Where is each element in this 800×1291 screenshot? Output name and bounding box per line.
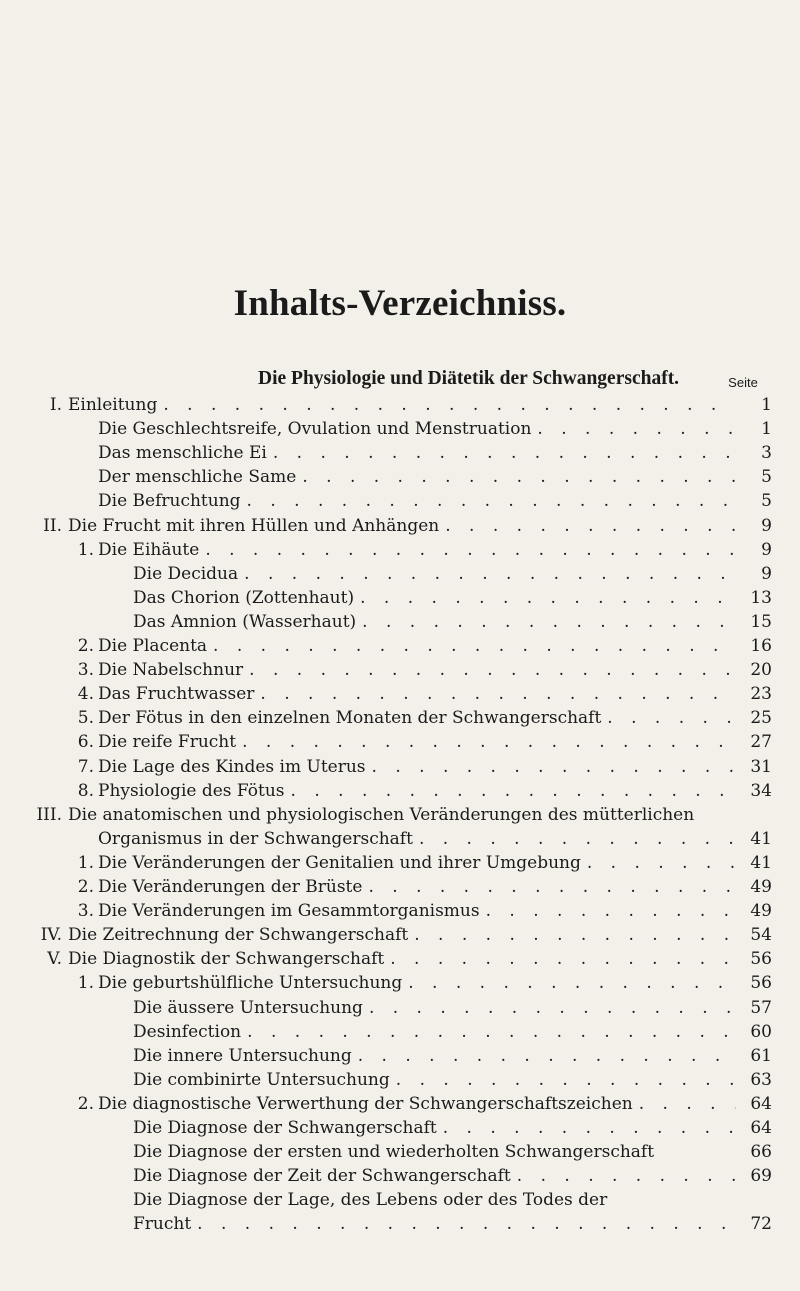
- toc-entry-page: 16: [750, 636, 772, 656]
- toc-entry-label: Die innere Untersuchung: [133, 1045, 352, 1066]
- toc-entry-number: 1.: [77, 852, 94, 873]
- dot-leader: [247, 489, 736, 513]
- toc-entry-label: Das Chorion (Zottenhaut): [133, 587, 355, 608]
- toc-entry-label: Die Geschlechtsreife, Ovulation und Menstruation: [98, 419, 532, 440]
- toc-entry-label: Einleitung: [68, 395, 158, 415]
- page-title: Inhalts-Verzeichniss.: [233, 283, 567, 324]
- toc-entry-page: 13: [750, 587, 772, 608]
- toc-entry[interactable]: [133, 1020, 772, 1044]
- toc-entry-label: Die Eihäute: [98, 539, 200, 560]
- toc-entry-number: 2.: [77, 877, 94, 897]
- toc-entry[interactable]: [133, 1164, 772, 1188]
- toc-entry-label: Die Decidua: [133, 563, 239, 584]
- toc-entry[interactable]: [133, 1212, 772, 1236]
- toc-entry-page: 49: [750, 901, 772, 922]
- dot-leader: [249, 658, 736, 682]
- toc-entry-page: 56: [750, 973, 772, 994]
- dot-leader: [517, 1164, 736, 1188]
- toc-entry-number: 5.: [77, 708, 94, 729]
- toc-entry-label: Physiologie des Fötus: [98, 780, 285, 801]
- toc-entry-page: 25: [750, 708, 772, 729]
- dot-leader: [247, 1020, 736, 1044]
- dot-leader: [587, 851, 736, 875]
- toc-entry[interactable]: [133, 586, 772, 610]
- toc-entry[interactable]: [49, 393, 772, 417]
- toc-entry-label: Die diagnostische Verwerthung der Schwangerschaftszeichen: [98, 1093, 633, 1114]
- toc-entry-page: 34: [750, 780, 772, 801]
- toc-entry-label: Die Diagnose der Lage, des Lebens oder des Todes der: [133, 1190, 608, 1211]
- toc-entry-page: 5: [761, 467, 772, 488]
- toc-entry-number: IV.: [40, 925, 62, 946]
- toc-entry-page: 31: [750, 756, 772, 777]
- dot-leader: [205, 538, 736, 562]
- toc-entry-page: 64: [750, 1118, 772, 1138]
- toc-entry-label: Die Diagnose der Zeit der Schwangerschaft: [133, 1166, 511, 1187]
- toc-entry-page: 57: [750, 997, 772, 1018]
- dot-leader: [443, 1116, 736, 1140]
- toc-entry-number: 2.: [77, 1093, 94, 1114]
- toc-entry-page: 72: [750, 1214, 772, 1235]
- toc-entry-number: V.: [47, 949, 62, 970]
- dot-leader: [419, 827, 736, 851]
- dot-leader: [414, 923, 736, 947]
- toc-entry-page: 23: [750, 684, 772, 705]
- toc-entry[interactable]: [77, 682, 772, 706]
- page-column-header: Seite: [728, 375, 758, 390]
- toc-entry[interactable]: [77, 779, 772, 803]
- toc-entry-page: 69: [750, 1166, 772, 1187]
- dot-leader: [372, 755, 736, 779]
- toc-entry-page: 1: [761, 419, 772, 440]
- toc-entry-label: Die Lage des Kindes im Uterus: [98, 756, 366, 777]
- toc-entry-label: Die anatomischen und physiologischen Veränderungen des mütterlichen: [68, 804, 695, 825]
- toc-entry-page: 15: [750, 611, 772, 632]
- toc-entry-page: 60: [750, 1021, 772, 1042]
- toc-entry-label: Die Befruchtung: [98, 491, 241, 512]
- toc-entry-page: 9: [761, 539, 772, 560]
- toc-entry[interactable]: [133, 1116, 772, 1140]
- dot-leader: [260, 682, 736, 706]
- toc-entry[interactable]: [77, 634, 772, 658]
- toc-entry-label: Die äussere Untersuchung: [133, 997, 363, 1018]
- toc-entry-label: Die Placenta: [98, 636, 208, 656]
- toc-entry[interactable]: [98, 417, 772, 441]
- toc-entry[interactable]: [98, 489, 772, 513]
- toc-entry[interactable]: [133, 996, 772, 1020]
- toc-entry-page: 3: [761, 443, 772, 464]
- toc-entry-label: Die Veränderungen der Brüste: [98, 877, 363, 897]
- toc-entry-page: 64: [750, 1093, 772, 1114]
- toc-entry-label: Die Frucht mit ihren Hüllen und Anhängen: [68, 515, 440, 536]
- dot-leader: [242, 730, 736, 754]
- toc-entry[interactable]: [77, 1092, 772, 1116]
- dot-leader: [486, 899, 736, 923]
- toc-entry-number: III.: [36, 804, 62, 825]
- toc-entry-label: Der Fötus in den einzelnen Monaten der Schwangerschaft: [98, 708, 602, 729]
- toc-entry-page: 27: [750, 732, 772, 753]
- toc-entry-number: 1.: [77, 973, 94, 994]
- toc-entry[interactable]: [133, 1140, 772, 1164]
- toc-entry[interactable]: [98, 441, 772, 465]
- toc-entry-label: Der menschliche Same: [98, 467, 297, 488]
- toc-entry-page: 41: [750, 828, 772, 849]
- toc-entry-label: Organismus in der Schwangerschaft: [98, 828, 413, 849]
- toc-entry-page: 41: [750, 852, 772, 873]
- toc-entry[interactable]: [43, 514, 772, 538]
- toc-entry[interactable]: [77, 971, 772, 995]
- toc-entry-label: Die reife Frucht: [98, 732, 237, 753]
- toc-entry-number: 6.: [77, 732, 94, 753]
- toc-entry-number: 3.: [77, 901, 94, 922]
- dot-leader: [537, 417, 736, 441]
- toc-entry-page: 61: [750, 1045, 772, 1066]
- toc-entry[interactable]: [77, 755, 772, 779]
- toc-entry-page: 49: [750, 877, 772, 897]
- toc-entry[interactable]: [77, 730, 772, 754]
- toc-entry[interactable]: [98, 827, 772, 851]
- section-title: Die Physiologie und Diätetik der Schwangerschaft.: [258, 368, 680, 389]
- toc-entry[interactable]: [133, 610, 772, 634]
- toc-entry-number: II.: [43, 515, 62, 536]
- toc-entry-label: Die Zeitrechnung der Schwangerschaft: [68, 925, 409, 946]
- toc-entry-label: Die combinirte Untersuchung: [133, 1069, 390, 1090]
- toc-entry-number: 1.: [77, 539, 94, 560]
- toc-entry[interactable]: [133, 562, 772, 586]
- dot-leader: [291, 779, 736, 803]
- toc-entry[interactable]: [77, 899, 772, 923]
- dot-leader: [358, 1044, 736, 1068]
- toc-entry-label: Die Veränderungen im Gesammtorganismus: [98, 901, 480, 922]
- toc-entry-page: 20: [750, 660, 772, 681]
- toc-entry-label: Desinfection: [133, 1021, 242, 1042]
- dot-leader: [360, 586, 736, 610]
- toc-entry-number: 2.: [77, 636, 94, 656]
- toc-entry[interactable]: [133, 1044, 772, 1068]
- dot-leader: [302, 465, 736, 489]
- dot-leader: [390, 947, 736, 971]
- dot-leader: [396, 1068, 736, 1092]
- toc-entry[interactable]: [133, 1068, 772, 1092]
- toc-entry-label: Die geburtshülfliche Untersuchung: [98, 973, 403, 994]
- dot-leader: [244, 562, 736, 586]
- dot-leader: [408, 971, 736, 995]
- toc-entry-label: Die Veränderungen der Genitalien und ihrer Umgebung: [98, 852, 581, 873]
- toc-entry[interactable]: [77, 851, 772, 875]
- toc-entry[interactable]: [77, 875, 772, 899]
- toc-entry-label: Das Amnion (Wasserhaut): [133, 611, 357, 632]
- dot-leader: [213, 634, 736, 658]
- dot-leader: [369, 996, 736, 1020]
- toc-entry-number: 8.: [77, 780, 94, 801]
- toc-entry-page: 9: [761, 563, 772, 584]
- toc-entry[interactable]: [77, 538, 772, 562]
- toc-entry-page: 5: [761, 491, 772, 512]
- toc-entry-label: Die Diagnostik der Schwangerschaft: [68, 949, 385, 970]
- toc-entry-label: Das Fruchtwasser: [98, 684, 255, 705]
- dot-leader: [273, 441, 736, 465]
- toc-entry-label: Die Diagnose der Schwangerschaft: [133, 1118, 437, 1138]
- toc-entry[interactable]: [98, 465, 772, 489]
- toc-entry-number: 4.: [77, 684, 94, 705]
- toc-entry-number: 7.: [77, 756, 94, 777]
- dot-leader: [197, 1212, 736, 1236]
- toc-entry-page: 1: [761, 395, 772, 415]
- dot-leader: [368, 875, 736, 899]
- dot-leader: [163, 393, 736, 417]
- toc-entry-label: Frucht: [133, 1214, 192, 1235]
- toc-entry[interactable]: [77, 706, 772, 730]
- toc-entry-page: 9: [761, 515, 772, 536]
- toc-entry[interactable]: [133, 1188, 772, 1212]
- toc-entry[interactable]: [77, 658, 772, 682]
- dot-leader: [607, 706, 736, 730]
- toc-entry-page: 56: [750, 949, 772, 970]
- toc-entry-number: 3.: [77, 660, 94, 681]
- toc-entry-page: 63: [750, 1069, 772, 1090]
- toc-entry[interactable]: [40, 923, 772, 947]
- dot-leader: [445, 514, 736, 538]
- toc-entry-label: Das menschliche Ei: [98, 443, 267, 464]
- toc-entry-number: I.: [49, 395, 62, 415]
- toc-entry-page: 66: [750, 1142, 772, 1163]
- toc-entry-page: 54: [750, 925, 772, 946]
- dot-leader: [362, 610, 736, 634]
- toc-entry[interactable]: [47, 947, 772, 971]
- toc-entry-label: Die Nabelschnur: [98, 660, 244, 681]
- toc-entry-label: Die Diagnose der ersten und wiederholten Schwangerschaft: [133, 1142, 655, 1163]
- dot-leader: [639, 1092, 736, 1116]
- toc-entry[interactable]: [36, 803, 772, 827]
